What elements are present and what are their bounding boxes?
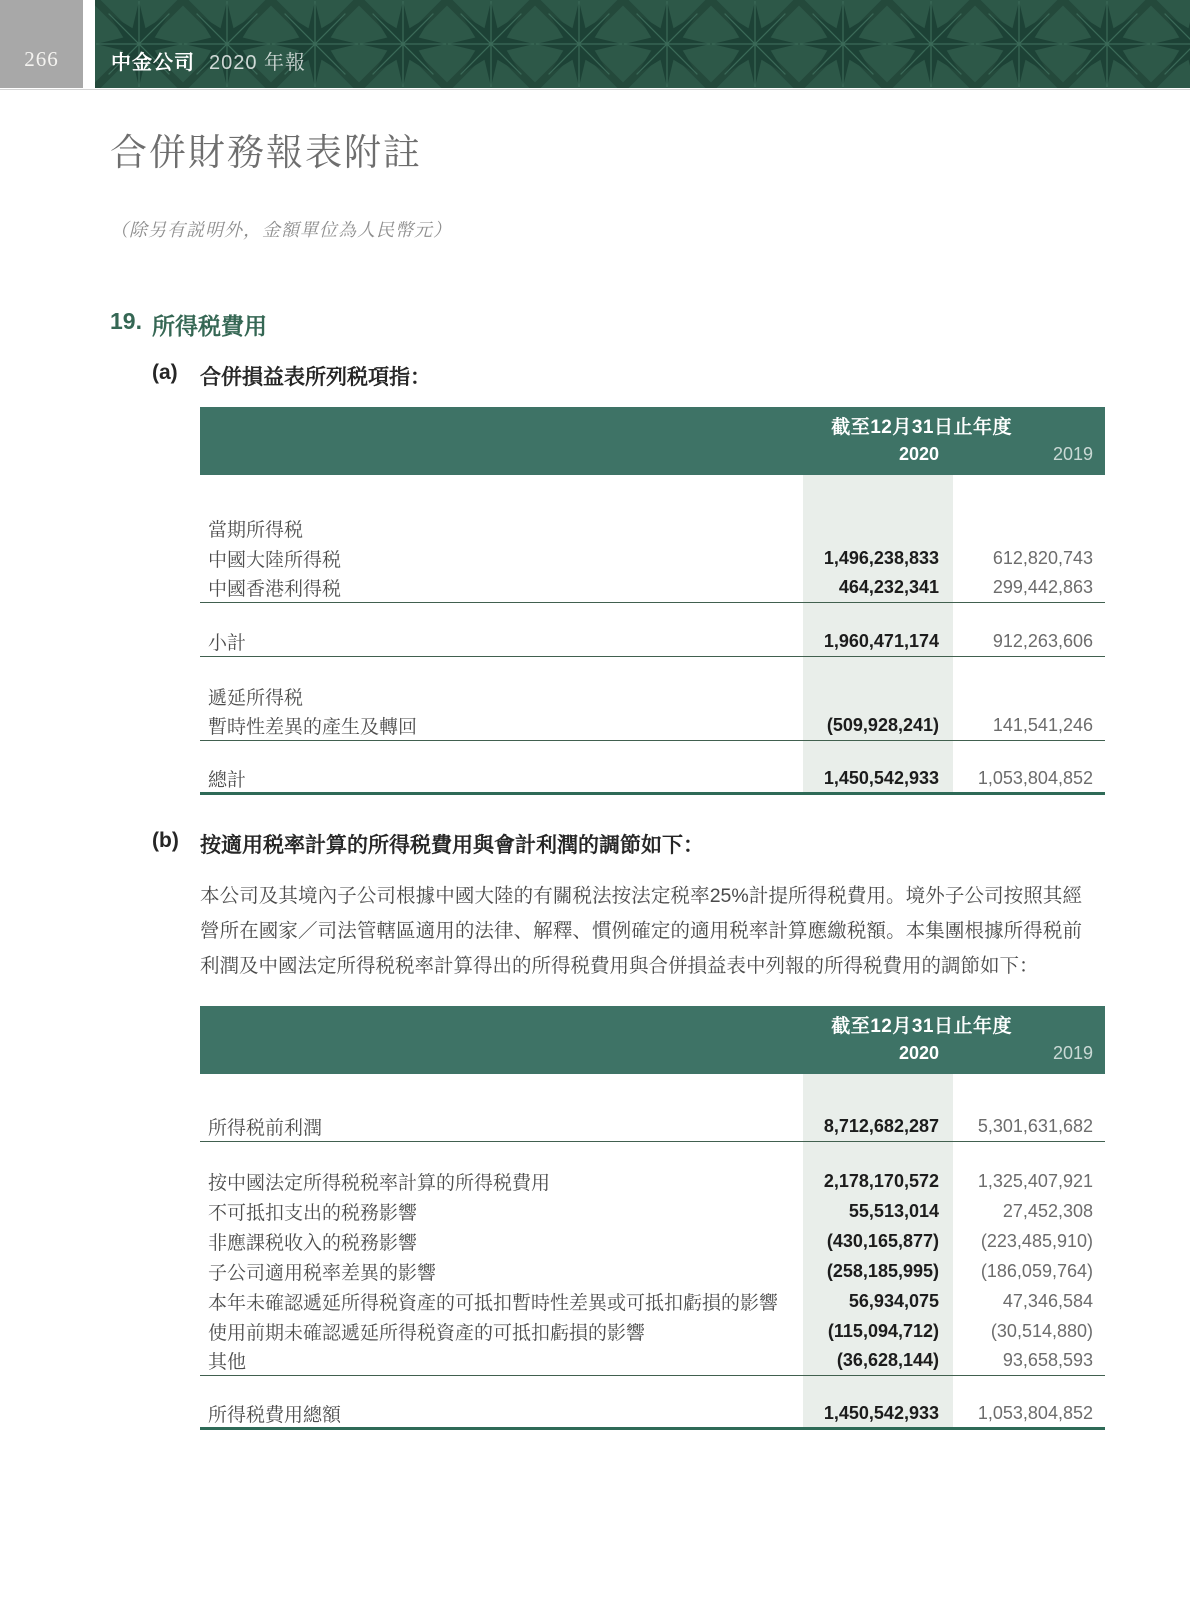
table-row (200, 1196, 1105, 1226)
value-2020: 2,178,170,572 (803, 1166, 953, 1196)
row-label: 小計 (208, 633, 247, 654)
value-2019: 27,452,308 (1002, 1200, 1093, 1221)
row-label: 當期所得税 (208, 519, 304, 541)
value-2019: 141,541,246 (992, 715, 1093, 735)
period-header: 截至12月31日止年度 (831, 417, 1012, 438)
value-2020: 1,450,542,933 (803, 1400, 953, 1427)
row-label: 所得税前利潤 (208, 1118, 323, 1139)
currency-unit-note: （除另有説明外，金額單位為人民幣元） (110, 220, 452, 240)
table-spacer-row (200, 1142, 1105, 1166)
value-2020: (115,094,712) (803, 1316, 953, 1346)
value-2020: 464,232,341 (803, 573, 953, 602)
value-2020 (803, 513, 953, 543)
value-2019: 1,053,804,852 (977, 1403, 1093, 1423)
period-header: 截至12月31日止年度 (831, 1016, 1012, 1037)
table-row (200, 627, 1105, 657)
table-row (200, 681, 1105, 711)
page-number: 266 (24, 47, 59, 71)
income-tax-table-a (200, 407, 1105, 795)
row-label: 本年未確認遞延所得税資產的可抵扣暫時性差異或可抵扣虧損的影響 (208, 1292, 779, 1314)
table-spacer-row (200, 657, 1105, 681)
year-2019-header: 2019 (1052, 444, 1093, 464)
row-label: 遞延所得税 (208, 687, 304, 709)
section-title: 所得税費用 (152, 313, 267, 339)
part-a-heading (152, 361, 1190, 391)
table-row (200, 543, 1105, 573)
table-row (200, 513, 1105, 543)
year-headers (200, 442, 1105, 466)
banner-text (111, 46, 306, 75)
year-headers (200, 1041, 1105, 1065)
value-2019: 299,442,863 (992, 577, 1093, 597)
value-2019: 47,346,584 (1002, 1290, 1093, 1311)
value-2020 (803, 1074, 953, 1112)
report-year: 2020 年報 (209, 52, 307, 74)
table-row (200, 1316, 1105, 1346)
table-row (200, 1346, 1105, 1376)
value-2019: (223,485,910) (980, 1230, 1093, 1251)
table-spacer-row (200, 1376, 1105, 1400)
table-spacer-row (200, 1074, 1105, 1112)
table-spacer-row (200, 475, 1105, 513)
part-a-title: 合併損益表所列税項指： (200, 366, 431, 389)
table-row (200, 573, 1105, 603)
value-2019: 93,658,593 (1002, 1350, 1093, 1370)
value-2019: 912,263,606 (992, 631, 1093, 651)
section-number: 19. (110, 308, 142, 334)
value-2020: 1,496,238,833 (803, 543, 953, 573)
year-2019-header: 2019 (1052, 1043, 1093, 1063)
table-spacer-row (200, 603, 1105, 627)
value-2020: 8,712,682,287 (803, 1112, 953, 1141)
value-2020: (258,185,995) (803, 1256, 953, 1286)
table-row (200, 765, 1105, 795)
part-a-label: (a) (152, 361, 178, 384)
table-row (200, 1286, 1105, 1316)
value-2020 (803, 475, 953, 513)
table-row (200, 711, 1105, 741)
page-number-box (0, 0, 83, 88)
reconciliation-paragraph: 本公司及其境內子公司根據中國大陸的有關税法按法定税率25%計提所得税費用。境外子公司按照其經營所在國家／司法管轄區適用的法律、解釋、慣例確定的適用税率計算應繳税額。本集團根據所得税前利潤及中國法定所得税税率計算得出的所得税費用與合併損益表中列報的所得税費用的調節如下： (200, 885, 1082, 977)
year-2020-header: 2020 (898, 444, 939, 464)
value-2020: (430,165,877) (803, 1226, 953, 1256)
row-label: 子公司適用税率差異的影響 (208, 1262, 437, 1284)
table-header-band (200, 1006, 1105, 1074)
section-heading (110, 308, 1190, 341)
part-b-label: (b) (152, 829, 179, 852)
company-name: 中金公司 (111, 52, 195, 74)
table-row (200, 1166, 1105, 1196)
value-2019: 1,053,804,852 (977, 768, 1093, 788)
value-2019: 1,325,407,921 (977, 1170, 1093, 1191)
page-header (0, 0, 1190, 88)
row-label: 不可抵扣支出的税務影響 (208, 1202, 418, 1224)
value-2020 (803, 1142, 953, 1166)
row-label: 所得税費用總額 (208, 1405, 342, 1426)
value-2019: 612,820,743 (992, 547, 1093, 568)
value-2019: (186,059,764) (980, 1260, 1093, 1281)
table-row (200, 1112, 1105, 1142)
row-label: 使用前期未確認遞延所得税資產的可抵扣虧損的影響 (208, 1322, 646, 1344)
row-label: 非應課税收入的税務影響 (208, 1232, 418, 1254)
year-2020-header: 2020 (898, 1043, 939, 1063)
row-label: 中國大陸所得税 (208, 549, 342, 571)
value-2020 (803, 603, 953, 627)
table-row (200, 1400, 1105, 1430)
value-2020: (509,928,241) (803, 711, 953, 740)
value-2020: 56,934,075 (803, 1286, 953, 1316)
table-row (200, 1256, 1105, 1286)
row-label: 暫時性差異的產生及轉回 (208, 717, 418, 738)
value-2020: 1,960,471,174 (803, 627, 953, 656)
page-title: 合併財務報表附註 (110, 133, 422, 174)
table-header-band (200, 407, 1105, 475)
table-spacer-row (200, 741, 1105, 765)
header-banner (95, 0, 1190, 88)
value-2020: 55,513,014 (803, 1196, 953, 1226)
part-b-heading (152, 829, 1190, 859)
income-tax-table-b (200, 1006, 1105, 1430)
row-label: 中國香港利得税 (208, 579, 342, 600)
row-label: 總計 (208, 770, 247, 791)
part-b-title: 按適用税率計算的所得税費用與會計利潤的調節如下： (200, 834, 704, 857)
value-2019: (30,514,880) (990, 1320, 1093, 1341)
table-row (200, 1226, 1105, 1256)
value-2020: (36,628,144) (803, 1346, 953, 1375)
value-2020 (803, 1376, 953, 1400)
row-label: 其他 (208, 1352, 247, 1373)
value-2020: 1,450,542,933 (803, 765, 953, 792)
value-2020 (803, 681, 953, 711)
value-2020 (803, 657, 953, 681)
value-2020 (803, 741, 953, 765)
value-2019: 5,301,631,682 (977, 1116, 1093, 1136)
row-label: 按中國法定所得税税率計算的所得税費用 (208, 1172, 551, 1194)
